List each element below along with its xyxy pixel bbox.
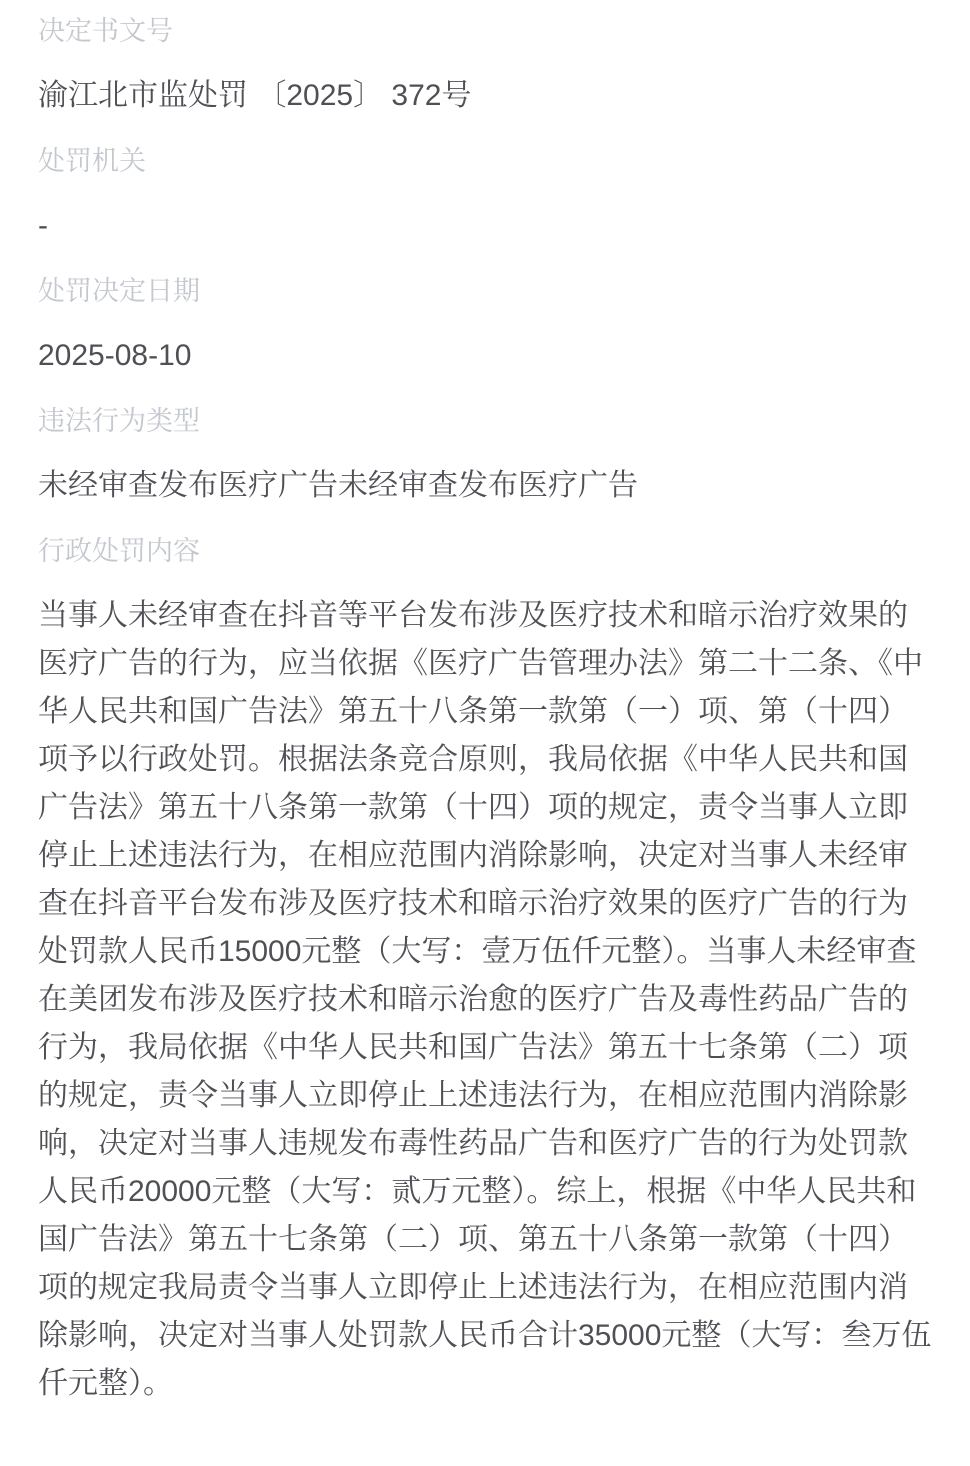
decision-number-value: 渝江北市监处罚 〔2025〕 372号 <box>38 79 472 112</box>
violation-type-label: 违法行为类型 <box>38 406 200 436</box>
field-penalty-content <box>38 538 934 1408</box>
penalty-authority-label: 处罚机关 <box>38 146 146 176</box>
penalty-content-label: 行政处罚内容 <box>38 536 200 566</box>
penalty-decision-date-label: 处罚决定日期 <box>38 276 200 306</box>
penalty-decision-date-value: 2025-08-10 <box>38 339 192 372</box>
field-violation-type <box>38 408 934 510</box>
decision-number-label: 决定书文号 <box>38 16 173 46</box>
penalty-authority-value: - <box>38 209 48 242</box>
penalty-content-value: 当事人未经审查在抖音等平台发布涉及医疗技术和暗示治疗效果的医疗广告的行为，应当依据《医疗广告管理办法》第二十二条、《中华人民共和国广告法》第五十八条第一款第（一）项、第（十四）项予以行政处罚。根据法条竞合原则，我局依据《中华人民共和国广告法》第五十八条第一款第（十四）项的规定，责令当事人立即停止上述违法行为，在相应范围内消除影响，决定对当事人未经审查在抖音平台发布涉及医疗技术和暗示治疗效果的医疗广告的行为处罚款人民币15000元整（大写：壹万伍仟元整）。当事人未经审查在美团发布涉及医疗技术和暗示治愈的医疗广告及毒性药品广告的行为，我局依据《中华人民共和国广告法》第五十七条第（二）项的规定，责令当事人立即停止上述违法行为，在相应范围内消除影响，决定对当事人违规发布毒性药品广告和医疗广告的行为处罚款人民币20000元整（大写：贰万元整）。综上，根据《中华人民共和国广告法》第五十七条第（二）项、第五十八条第一款第（十四）项的规定我局责令当事人立即停止上述违法行为，在相应范围内消除影响，决定对当事人处罚款人民币合计35000元整（大写：叁万伍仟元整）。 <box>38 599 932 1400</box>
field-penalty-authority <box>38 148 934 250</box>
violation-type-value: 未经审查发布医疗广告未经审查发布医疗广告 <box>38 469 638 502</box>
field-decision-number <box>38 18 934 120</box>
field-penalty-decision-date <box>38 278 934 380</box>
